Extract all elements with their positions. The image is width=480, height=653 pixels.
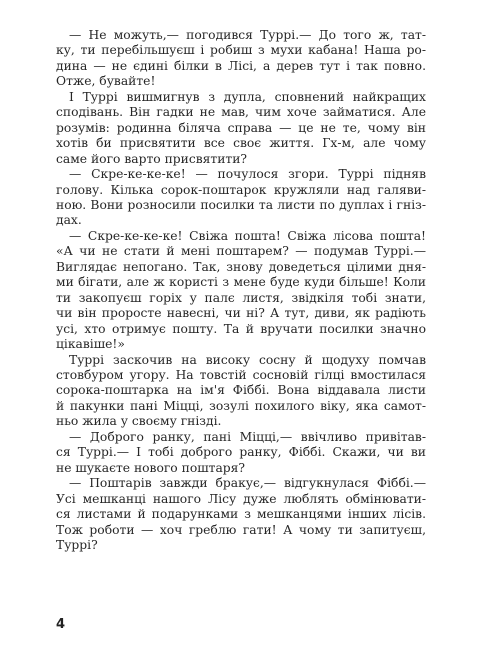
text-line: не шукаєте нового поштаря? xyxy=(56,460,246,475)
text-line: ку, ти перебільшуєш і робиш з мухи кабана! Наша ро- xyxy=(56,43,426,58)
text-line: й пакунки пані Міцці, зозулі похилого віку, яка самот- xyxy=(56,398,426,413)
text-line: ся Туррі.— І тобі доброго ранку, Фіббі. Скажи, чи ви xyxy=(56,445,426,460)
text-line: «А чи не стати й мені поштарем? — подумав Туррі.— xyxy=(56,244,426,259)
text-line: Туррі заскочив на високу сосну й щодуху помчав xyxy=(69,352,426,367)
text-line: цікавіше!» xyxy=(56,337,125,352)
text-line: ньо жила у своєму гнізді. xyxy=(56,414,222,429)
text-line: Усі мешканці нашого Лісу дуже люблять обмінювати- xyxy=(56,491,426,506)
text-line: ся листами й подарунками з мешканцями інших лісів. xyxy=(56,507,426,522)
text-line: стовбуром угору. На товстій сосновій гілці вмостилася xyxy=(56,367,426,382)
text-line: Отже, бувайте! xyxy=(56,74,156,89)
text-line: чи він проросте навесні, чи ні? А тут, диви, як радіють xyxy=(56,306,426,321)
page-body-text xyxy=(56,28,426,553)
text-line: Тож роботи — хоч греблю гати! А чому ти запитуєш, xyxy=(56,522,426,537)
text-line: хотів би присвятити все своє життя. Гх-м, але чому xyxy=(56,136,426,151)
text-line: ти закопуєш горіх у палє листя, звідкіля тобі знати, xyxy=(56,290,426,305)
text-line: сорока-поштарка на ім'я Фіббі. Вона віддавала листи xyxy=(56,383,426,398)
text-line: дах. xyxy=(56,213,82,228)
text-line: — Скре-ке-ке-ке! — почулося згори. Туррі підняв xyxy=(69,167,426,182)
text-line: усі, хто отримує пошту. Та й вручати посилки значно xyxy=(56,321,426,336)
page-number: 4 xyxy=(56,617,66,632)
text-line: Туррі? xyxy=(56,537,98,552)
text-line: розумів: родинна біляча справа — це не те, чому він xyxy=(56,120,426,135)
text-line: дина — не єдині білки в Лісі, а дерев тут і так повно. xyxy=(56,58,426,73)
text-line: — Не можуть,— погодився Туррі.— До того ж, тат- xyxy=(69,28,426,42)
text-line: — Скре-ке-ке-ке! Свіжа пошта! Свіжа лісова пошта! xyxy=(69,228,426,243)
text-line: Виглядає непогано. Так, знову доведеться цілими дня- xyxy=(56,259,426,274)
text-line: — Поштарів завжди бракує,— відгукнулася Фіббі.— xyxy=(69,476,426,491)
text-line: ною. Вони розносили посилки та листи по дуплах і гніз- xyxy=(56,197,426,212)
text-line: — Доброго ранку, пані Міцці,— ввічливо привітав- xyxy=(69,429,426,444)
text-line: ми бігати, але ж користі з мене буде куди більше! Коли xyxy=(56,275,426,290)
text-line: І Туррі вишмигнув з дупла, сповнений найкращих xyxy=(69,89,426,104)
text-line: сподівань. Він гадки не мав, чим хоче займатися. Але xyxy=(56,105,426,120)
text-line: голову. Кілька сорок-поштарок кружляли над галяви- xyxy=(56,182,426,197)
text-line: саме його варто присвятити? xyxy=(56,151,247,166)
